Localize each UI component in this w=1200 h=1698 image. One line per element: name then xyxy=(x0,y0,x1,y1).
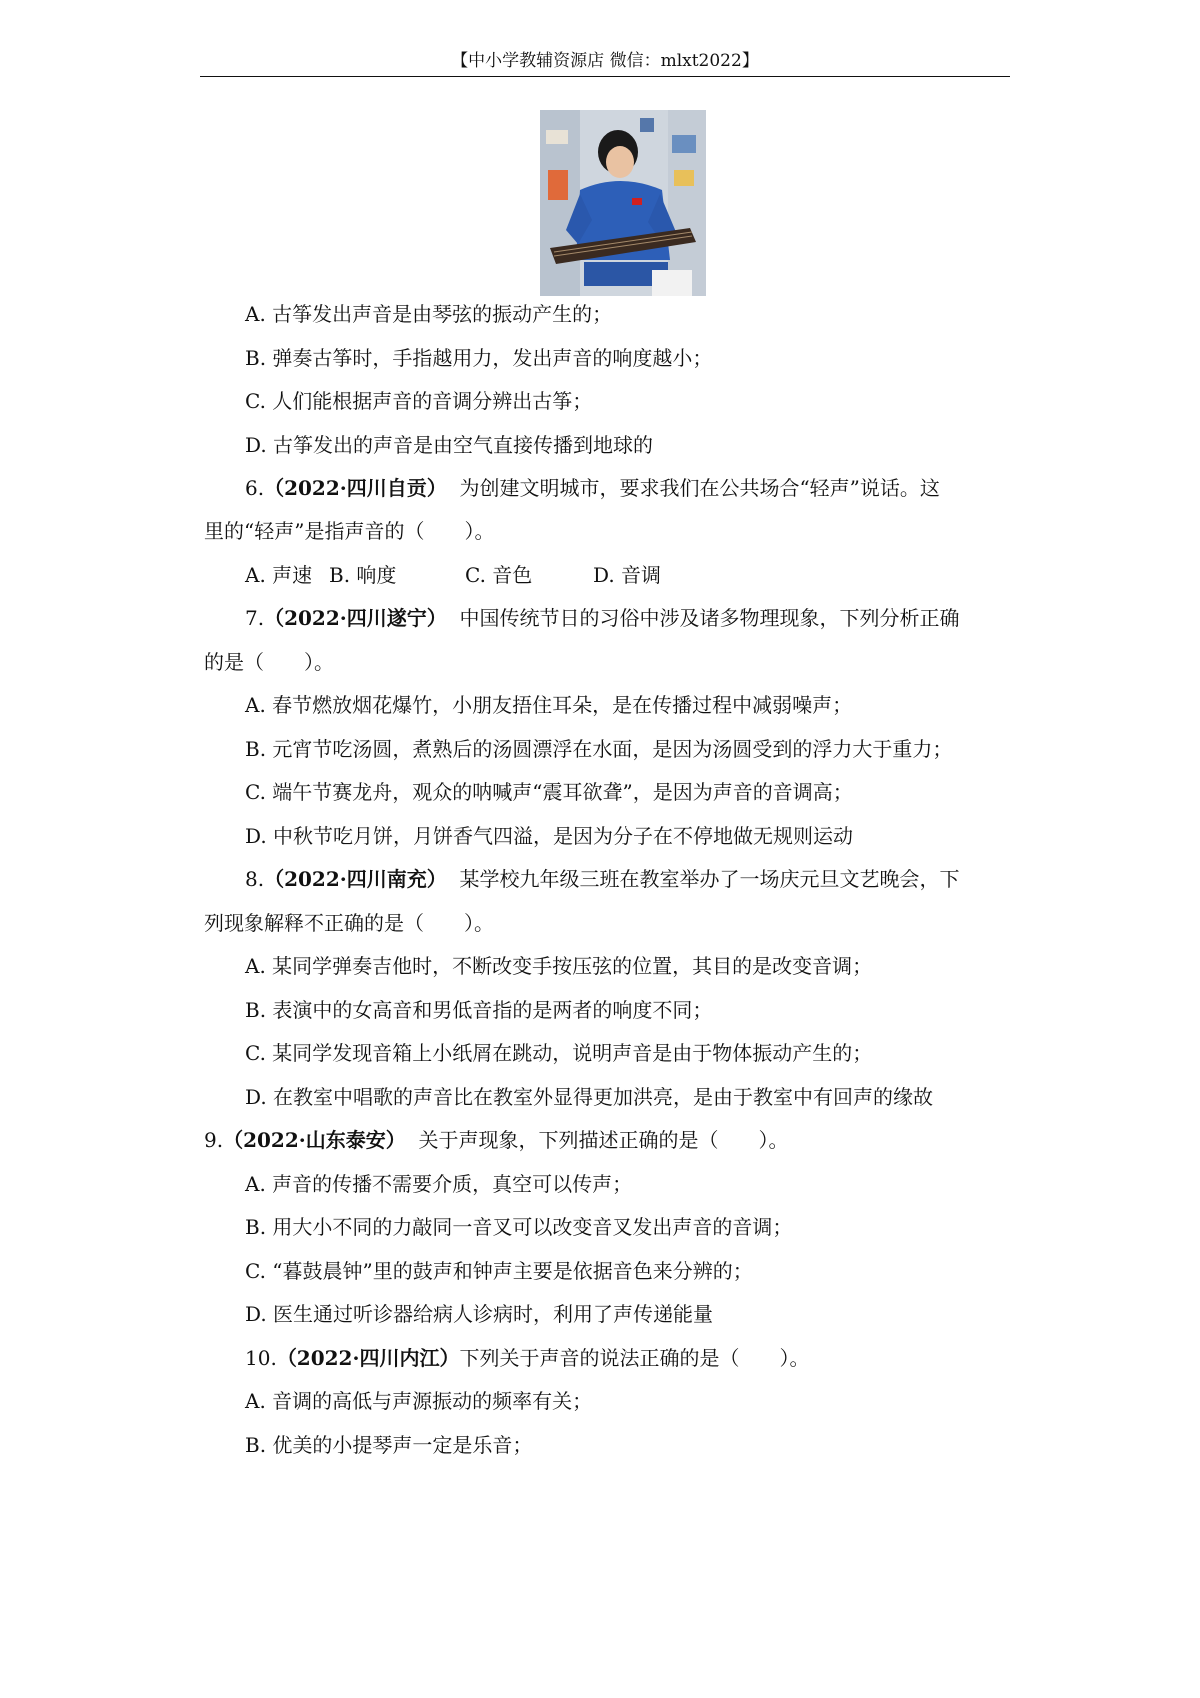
q8-text-1: 某学校九年级三班在教室举办了一场庆元旦文艺晚会，下 xyxy=(459,867,960,891)
q10-stem xyxy=(245,1344,809,1372)
q7-text-1: 中国传统节日的习俗中涉及诸多物理现象，下列分析正确 xyxy=(459,606,960,630)
q7-text-2: 的是（ ）。 xyxy=(204,650,334,674)
q9-text-1: 关于声现象，下列描述正确的是（ ）。 xyxy=(418,1128,789,1152)
q10-number: 10. xyxy=(245,1346,277,1370)
q7-number: 7. xyxy=(245,606,265,630)
q6-option-b: B. 响度 xyxy=(329,563,397,587)
q9-option-b: B. 用大小不同的力敲同一音叉可以改变音叉发出声音的音调； xyxy=(245,1215,793,1239)
q6-text-2: 里的“轻声”是指声音的（ ）。 xyxy=(204,519,495,543)
q5-option-a: A. 古筝发出声音是由琴弦的振动产生的； xyxy=(245,302,613,326)
q6-stem xyxy=(245,474,940,502)
q6-option-d: D. 音调 xyxy=(593,563,662,587)
q9-option-d: D. 医生通过听诊器给病人诊病时，利用了声传递能量 xyxy=(245,1302,714,1326)
header-rule xyxy=(200,76,1010,77)
q10-option-b: B. 优美的小提琴声一定是乐音； xyxy=(245,1433,533,1457)
q5-option-d: D. 古筝发出的声音是由空气直接传播到地球的 xyxy=(245,433,654,457)
q6-options xyxy=(245,561,661,589)
q8-number: 8. xyxy=(245,867,265,891)
q7-option-d: D. 中秋节吃月饼，月饼香气四溢，是因为分子在不停地做无规则运动 xyxy=(245,824,854,848)
q7-source: （2022·四川遂宁） xyxy=(264,606,447,630)
q7-stem xyxy=(245,604,959,632)
q10-source: （2022·四川内江） xyxy=(276,1346,460,1370)
astronaut-guzheng-photo xyxy=(540,110,706,296)
q7-option-c: C. 端午节赛龙舟，观众的呐喊声“震耳欲聋”，是因为声音的音调高； xyxy=(245,780,853,804)
q8-stem xyxy=(245,865,959,893)
q5-option-c: C. 人们能根据声音的音调分辨出古筝； xyxy=(245,389,593,413)
q9-source: （2022·山东泰安） xyxy=(223,1128,406,1152)
q10-option-a: A. 音调的高低与声源振动的频率有关； xyxy=(245,1389,593,1413)
q6-option-a: A. 声速 xyxy=(245,563,313,587)
q6-option-c: C. 音色 xyxy=(465,563,533,587)
q10-text-1: 下列关于声音的说法正确的是（ ）。 xyxy=(459,1346,810,1370)
q8-option-c: C. 某同学发现音箱上小纸屑在跳动，说明声音是由于物体振动产生的； xyxy=(245,1041,873,1065)
q7-option-a: A. 春节燃放烟花爆竹，小朋友捂住耳朵，是在传播过程中减弱噪声； xyxy=(245,693,853,717)
q6-source: （2022·四川自贡） xyxy=(264,476,447,500)
q5-option-b: B. 弹奏古筝时，手指越用力，发出声音的响度越小； xyxy=(245,346,713,370)
q6-text-1: 为创建文明城市，要求我们在公共场合“轻声”说话。这 xyxy=(459,476,940,500)
q9-number: 9. xyxy=(204,1128,224,1152)
q8-option-d: D. 在教室中唱歌的声音比在教室外显得更加洪亮，是由于教室中有回声的缘故 xyxy=(245,1085,934,1109)
q8-source: （2022·四川南充） xyxy=(264,867,447,891)
q6-number: 6. xyxy=(245,476,265,500)
q9-stem xyxy=(204,1126,788,1154)
q8-text-2: 列现象解释不正确的是（ ）。 xyxy=(204,911,494,935)
photo-illustration xyxy=(540,110,706,296)
page-header: 【中小学教辅资源店 微信：mlxt2022】 xyxy=(451,51,759,71)
q8-option-b: B. 表演中的女高音和男低音指的是两者的响度不同； xyxy=(245,998,713,1022)
q8-option-a: A. 某同学弹奏吉他时，不断改变手按压弦的位置，其目的是改变音调； xyxy=(245,954,873,978)
q7-option-b: B. 元宵节吃汤圆，煮熟后的汤圆漂浮在水面，是因为汤圆受到的浮力大于重力； xyxy=(245,737,953,761)
q9-option-a: A. 声音的传播不需要介质，真空可以传声； xyxy=(245,1172,633,1196)
q9-option-c: C. “暮鼓晨钟”里的鼓声和钟声主要是依据音色来分辨的； xyxy=(245,1259,753,1283)
